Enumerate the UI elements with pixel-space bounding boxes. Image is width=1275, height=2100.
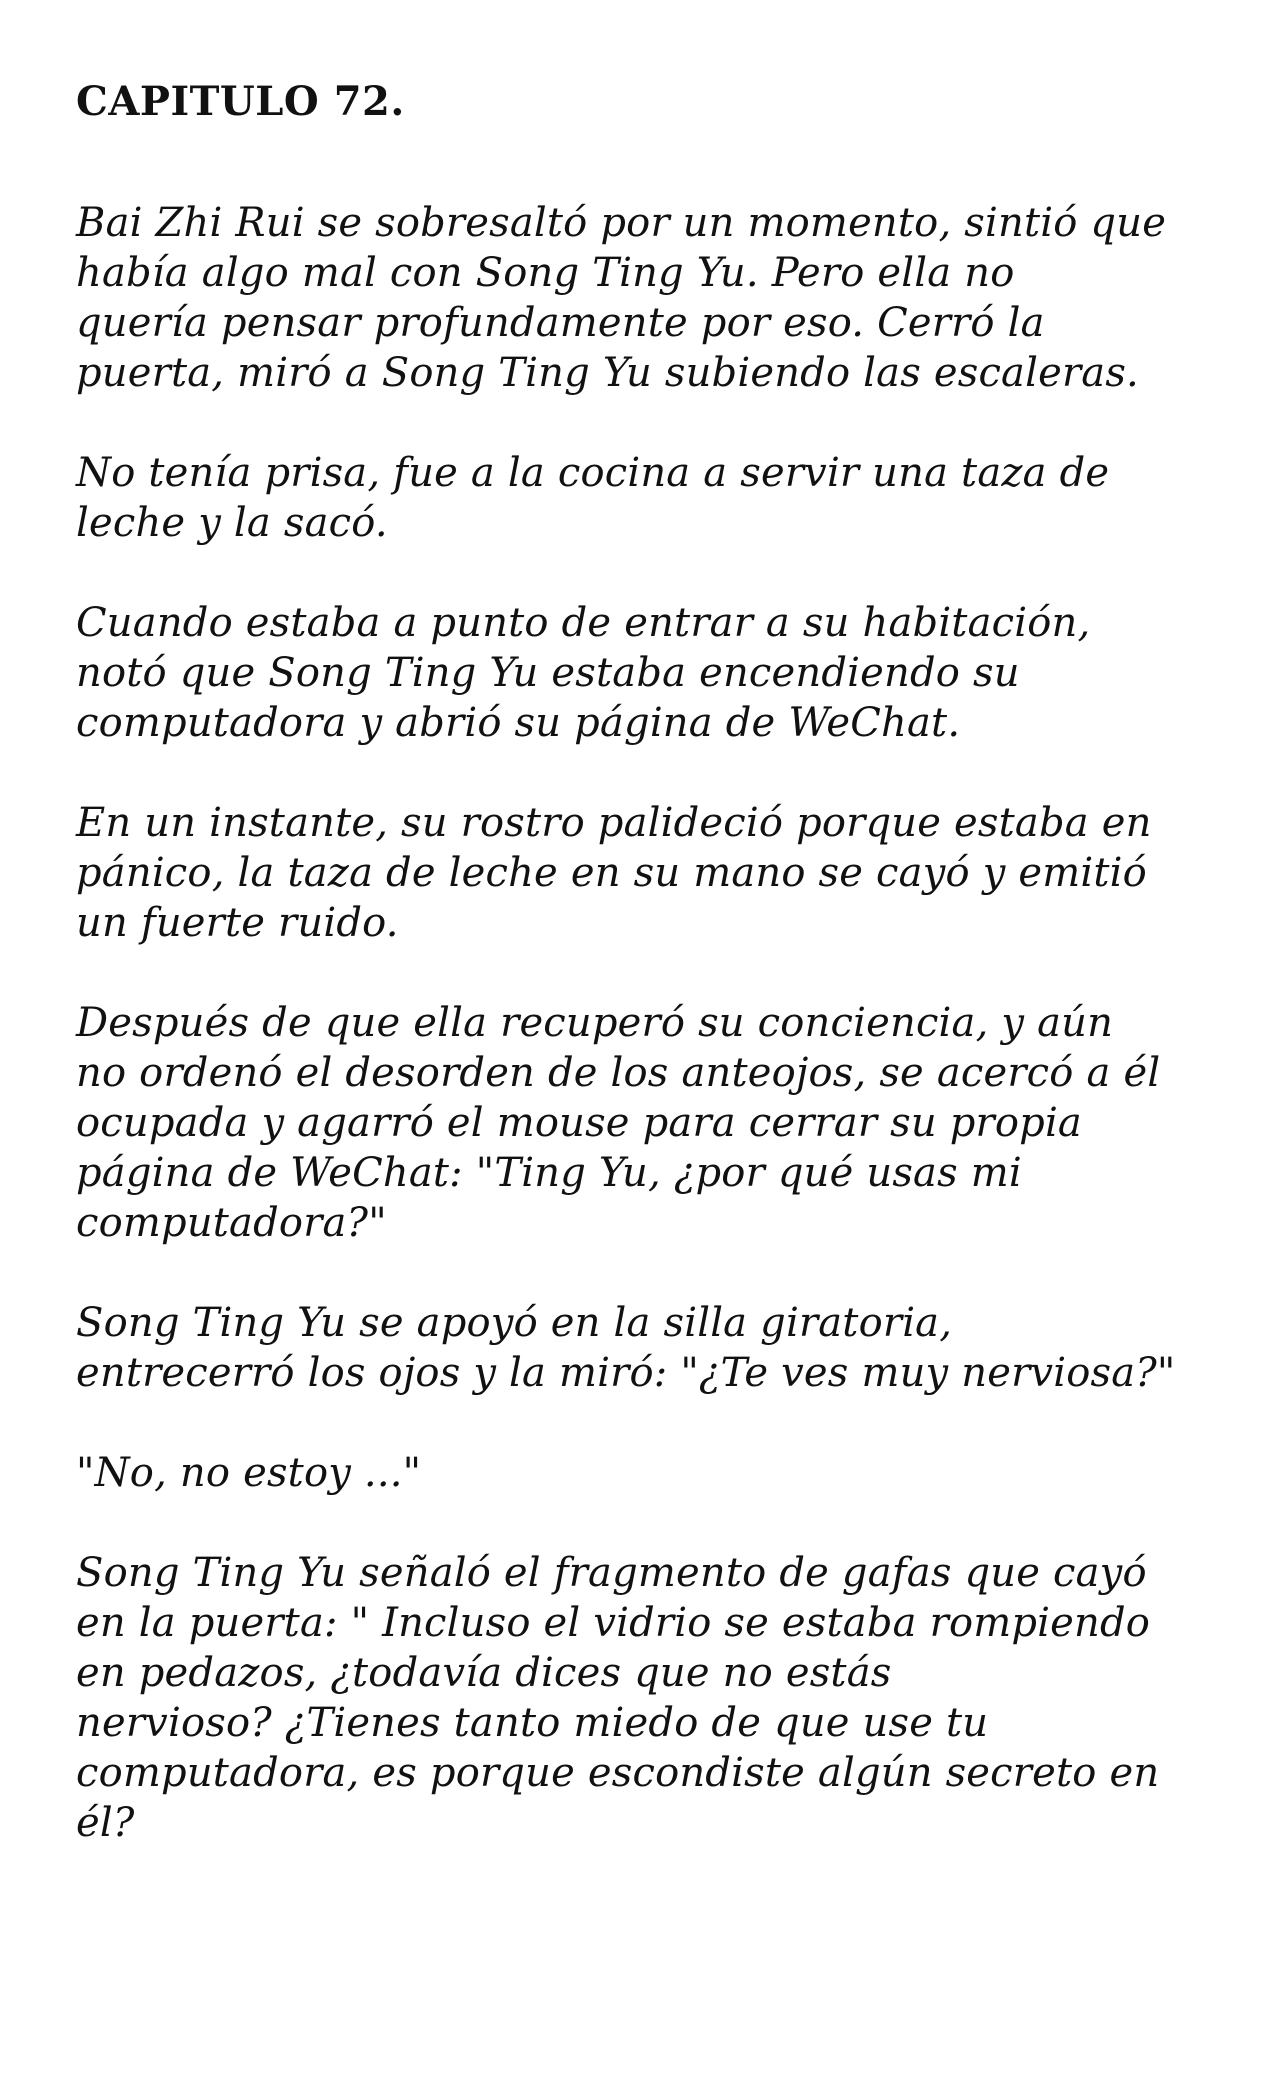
paragraph-3: Cuando estaba a punto de entrar a su habitación, notó que Song Ting Yu estaba encendiendo su computadora y abrió su página de WeChat. <box>76 600 1091 746</box>
paragraph-1: Bai Zhi Rui se sobresaltó por un momento, sintió que había algo mal con Song Ting Yu. Pero ella no quería pensar profundamente por eso. Cerró la puerta, miró a Song Ting Yu subiendo las escaleras. <box>76 200 1167 396</box>
paragraph-6: Song Ting Yu se apoyó en la silla giratoria, entrecerró los ojos y la miró: "¿Te ves muy nerviosa?" <box>76 1300 1176 1396</box>
paragraph-8: Song Ting Yu señaló el fragmento de gafas que cayó en la puerta: " Incluso el vidrio se estaba rompiendo en pedazos, ¿todavía dices que no estás nervioso? ¿Tienes tanto miedo de que use tu computadora, es porque escondiste algún secreto en él? <box>76 1550 1160 1846</box>
paragraph-5: Después de que ella recuperó su conciencia, y aún no ordenó el desorden de los anteojos, se acercó a él ocupada y agarró el mouse para cerrar su propia página de WeChat: "Ting Yu, ¿por qué usas mi computadora?" <box>76 1000 1161 1246</box>
chapter-title: CAPITULO 72. <box>76 78 405 125</box>
paragraph-4: En un instante, su rostro palideció porque estaba en pánico, la taza de leche en su mano se cayó y emitió un fuerte ruido. <box>76 800 1152 946</box>
paragraph-7: "No, no estoy ..." <box>76 1450 422 1496</box>
paragraph-2: No tenía prisa, fue a la cocina a servir una taza de leche y la sacó. <box>76 450 1110 546</box>
